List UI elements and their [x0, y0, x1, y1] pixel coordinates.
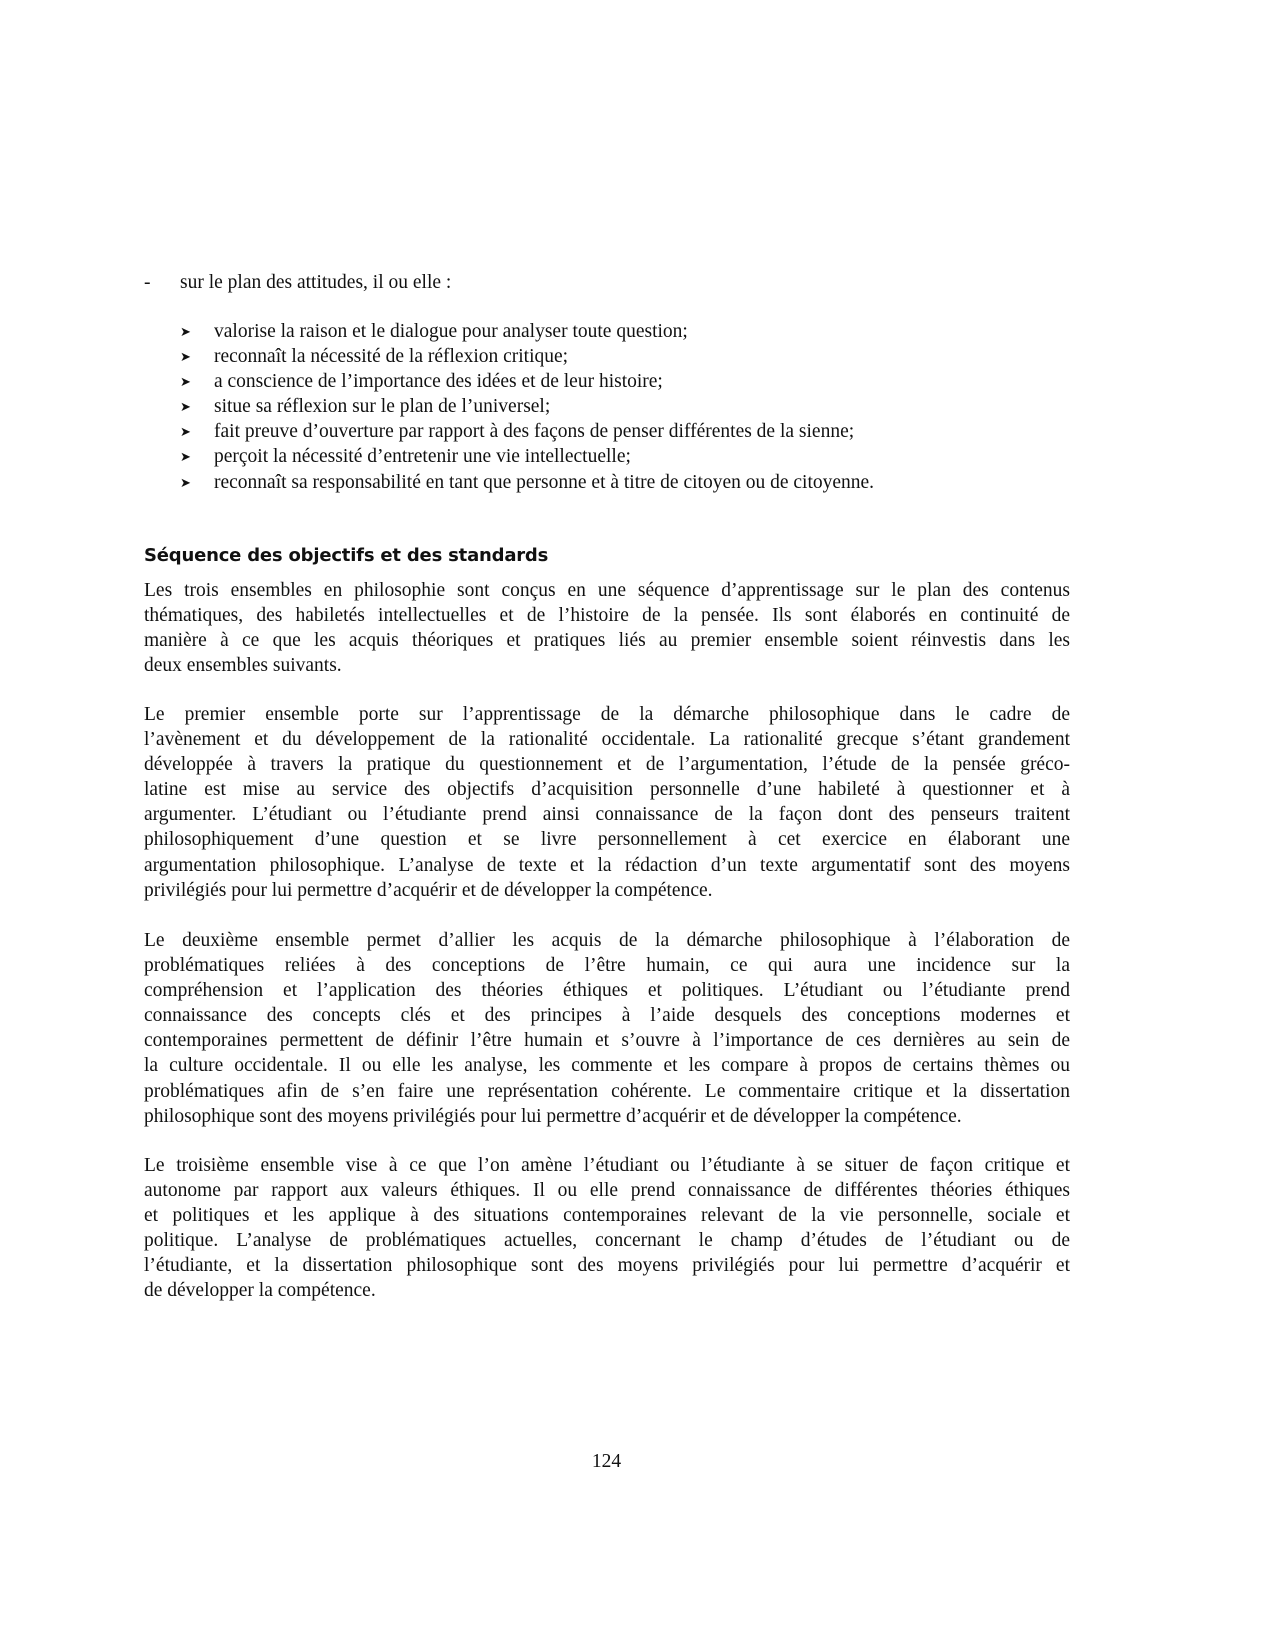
paragraph-2 — [144, 702, 1070, 903]
arrow-bullet-icon: ➤ — [180, 349, 191, 365]
list-item: ➤ a conscience de l’importance des idées et de leur histoire; — [180, 369, 874, 394]
paragraph-line: l’étudiante, et la dissertation philosophique sont des moyens privilégiés pour lui permettre d’acquérir et — [144, 1255, 1070, 1277]
paragraph-line: problématiques reliées à des conceptions de l’être humain, ce qui aura une incidence sur la — [144, 955, 1070, 977]
paragraph-line: l’avènement et du développement de la rationalité occidentale. La rationalité grecque s’étant grandement — [144, 729, 1070, 751]
arrow-bullet-icon: ➤ — [180, 424, 191, 440]
list-item: ➤ reconnaît sa responsabilité en tant que personne et à titre de citoyen ou de citoyenne. — [180, 470, 874, 495]
paragraph-line: manière à ce que les acquis théoriques et pratiques liés au premier ensemble soient réinvestis dans les — [144, 630, 1070, 652]
paragraph-line: Le troisième ensemble vise à ce que l’on amène l’étudiant ou l’étudiante à se situer de façon critique et — [144, 1155, 1070, 1176]
paragraph-line: connaissance des concepts clés et des principes à l’aide desquels des conceptions modernes et — [144, 1005, 1070, 1027]
paragraph-line: Les trois ensembles en philosophie sont conçus en une séquence d’apprentissage sur le plan des contenus — [144, 580, 1070, 601]
dash-marker: - — [144, 272, 151, 293]
arrow-bullet-icon: ➤ — [180, 399, 191, 415]
attitudes-list — [180, 319, 874, 495]
paragraph-line: philosophique sont des moyens privilégiés pour lui permettre d’acquérir et de développer la compétence. — [144, 1105, 962, 1127]
paragraph-line: développée à travers la pratique du questionnement et de l’argumentation, l’étude de la pensée gréco- — [144, 754, 1070, 776]
page-number: 124 — [591, 1451, 622, 1472]
paragraph-line: privilégiés pour lui permettre d’acquérir et de développer la compétence. — [144, 879, 713, 901]
arrow-bullet-icon: ➤ — [180, 449, 191, 465]
paragraph-line: et politiques et les applique à des situations contemporaines relevant de la vie personnelle, sociale et — [144, 1205, 1070, 1227]
paragraph-line: argumenter. L’étudiant ou l’étudiante prend ainsi connaissance de la façon dont des penseurs traitent — [144, 804, 1070, 826]
arrow-bullet-icon: ➤ — [180, 474, 191, 490]
arrow-bullet-icon: ➤ — [180, 374, 191, 390]
paragraph-line: autonome par rapport aux valeurs éthiques. Il ou elle prend connaissance de différentes théories éthiques — [144, 1180, 1070, 1202]
section-heading: Séquence des objectifs et des standards — [144, 545, 549, 566]
paragraph-4 — [144, 1153, 1070, 1304]
intro-text: sur le plan des attitudes, il ou elle : — [180, 272, 452, 293]
paragraph-3 — [144, 928, 1070, 1129]
paragraph-line: de développer la compétence. — [144, 1280, 376, 1302]
paragraph-line: problématiques afin de s’en faire une représentation cohérente. Le commentaire critique et la dissertation — [144, 1080, 1070, 1102]
paragraph-line: Le deuxième ensemble permet d’allier les acquis de la démarche philosophique à l’élaboration de — [144, 930, 1070, 951]
paragraph-line: Le premier ensemble porte sur l’apprentissage de la démarche philosophique dans le cadre de — [144, 704, 1070, 725]
paragraph-line: compréhension et l’application des théories éthiques et politiques. L’étudiant ou l’étudiante prend — [144, 980, 1070, 1002]
paragraph-line: contemporaines permettent de définir l’être humain et s’ouvre à l’importance de ces dernières au sein de — [144, 1030, 1070, 1052]
paragraph-line: argumentation philosophique. L’analyse de texte et la rédaction d’un texte argumentatif sont des moyens — [144, 854, 1070, 876]
arrow-bullet-icon: ➤ — [180, 324, 191, 339]
attitudes-intro — [144, 270, 451, 296]
list-item: ➤ situe sa réflexion sur le plan de l’universel; — [180, 394, 874, 419]
paragraph-line: deux ensembles suivants. — [144, 655, 342, 677]
list-item: ➤ fait preuve d’ouverture par rapport à des façons de penser différentes de la sienne; — [180, 419, 874, 444]
paragraph-line: politique. L’analyse de problématiques actuelles, concernant le champ d’études de l’étudiant ou de — [144, 1230, 1070, 1252]
paragraph-1 — [144, 578, 1070, 678]
list-item: ➤ reconnaît la nécessité de la réflexion critique; — [180, 344, 874, 369]
paragraph-line: philosophiquement d’une question et se livre personnellement à cet exercice en élaborant une — [144, 829, 1070, 851]
paragraph-line: la culture occidentale. Il ou elle les analyse, les commente et les compare à propos de certains thèmes ou — [144, 1055, 1070, 1077]
list-item: ➤ perçoit la nécessité d’entretenir une vie intellectuelle; — [180, 444, 874, 469]
paragraph-line: thématiques, des habiletés intellectuelles et de l’histoire de la pensée. Ils sont élaborés en continuité de — [144, 605, 1070, 627]
list-item: ➤ valorise la raison et le dialogue pour analyser toute question; — [180, 319, 874, 344]
paragraph-line: latine est mise au service des objectifs d’acquisition personnelle d’une habileté à questionner et à — [144, 779, 1070, 801]
